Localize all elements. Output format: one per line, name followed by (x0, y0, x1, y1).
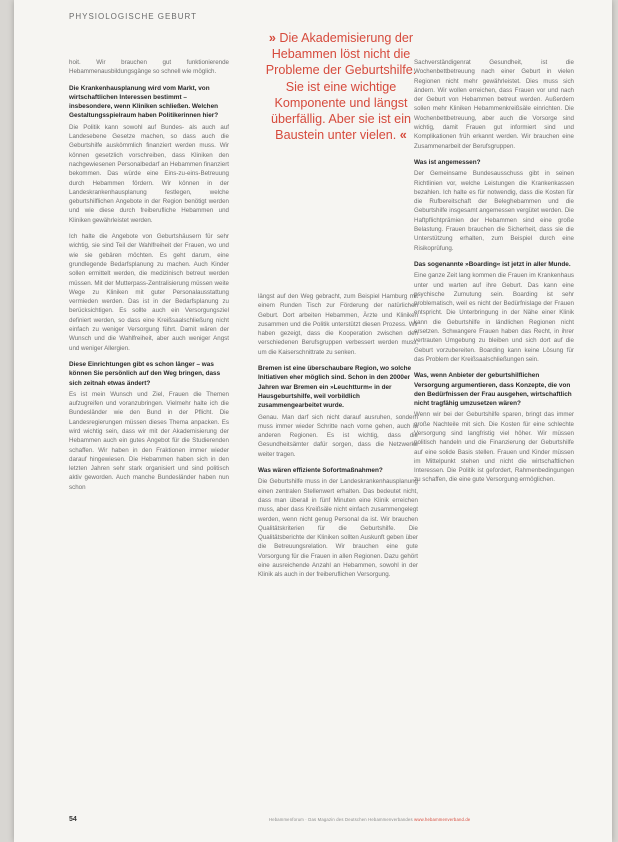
paragraph: Es ist mein Wunsch und Ziel, Frauen die Themen aufzugreifen und voranzubringen. Vielmehr halte ich die Bundesländer wie den Bund in der Pflicht. Die Landesregierungen müssen dieses Thema anpacken. Es wird wichtig sein, dass wir mit der Akademisierung der Hebammen auch ein gutes Angebot für die Studierenden schaffen. Wir haben in den Fraktionen immer wieder darauf hingewiesen. Die Hebammen haben sich in den letzten Jahren sehr stark organisiert und sind politisch aktiv geworden. Auch manche Bundesländer haben nun schon (69, 390, 229, 491)
column-middle (258, 292, 418, 587)
paragraph: hoit. Wir brauchen gut funktionierende Hebammenausbildungsgänge so schnell wie möglich. (69, 59, 229, 76)
interview-question: Das sogenannte »Boarding« ist jetzt in aller Munde. (414, 260, 571, 268)
paragraph: Sachverständigenrat Gesundheit, ist die Wochenbettbetreuung nach einer Geburt in vielen Regionen nicht mehr gewährleistet. Dies muss sich ändern. Wir wollen erreichen, dass Frauen vor und nach der Geburt von Hebammen betreut werden. Außerdem sollen mehr Kliniken Hebammenkreißsäle einrichten. Die Wochenbettbetreuung, aber auch die Vorsorge sind wichtig, damit Frauen gut informiert sind und Komplikationen früh erkannt werden. Wir brauchen eine Zusammenarbeit der Berufsgruppen. (414, 59, 574, 150)
paragraph: Genau. Man darf sich nicht darauf ausruhen, sondern muss immer wieder Schritte nach vorne gehen, auch in anderen Regionen. Es ist wichtig, dass die Gesundheitsämter dafür sorgen, dass die Netzwerke weiter tragen. (258, 413, 418, 458)
page-number: 54 (69, 816, 77, 823)
interview-question: Was, wenn Anbieter der geburtshilflichen Versorgung argumentieren, dass Konzepte, die von den Bedürfnissen der Frau ausgehen, wirtschaftlich nicht tragfähig umzusetzen wären? (414, 372, 572, 408)
pull-quote-text: Die Akademisierung der Hebammen löst nicht die Probleme der Geburtshilfe. Sie ist eine wichtige Komponente und längst überfällig. Aber sie ist ein Baustein unter vielen. (265, 31, 417, 143)
interview-question: Die Krankenhausplanung wird vom Markt, von wirtschaftlichen Interessen bestimmt – insbesondere, wenn Kliniken schließen. Welchen Gestaltungsspielraum haben Politikerinnen hier? (69, 84, 219, 120)
column-left (69, 58, 229, 499)
close-quote-mark: « (399, 128, 407, 143)
open-quote-mark: » (268, 31, 276, 45)
paragraph: Wenn wir bei der Geburtshilfe sparen, bringt das immer große Nachteile mit sich. Die Kosten für eine schlechte Versorgung sind langfristig viel höher. Wir müssen politisch handeln und die Finanzierung der Geburtshilfe auf eine solide Basis stellen. Frauen und Kinder müssen im Mittelpunkt stehen und nicht die wirtschaftlichen Interessen. Die Politik ist gefordert, Rahmenbedingungen zu schaffen, die eine gute Versorgung ermöglichen. (414, 411, 574, 484)
paragraph: längst auf den Weg gebracht, zum Beispiel Hamburg mit einem Runden Tisch zur Förderung der natürlichen Geburt. Dort arbeiten Hebammen, Ärzte und Kliniken zusammen und die Politik unterstützt diesen Prozess. Wir haben gezeigt, dass die Kooperation zwischen den verschiedenen Berufsgruppen verbessert werden muss, um die Kaiserschnittrate zu senken. (258, 293, 418, 356)
paragraph: Ich halte die Angebote von Geburtshäusern für sehr wichtig, sie sind Teil der Wahlfreiheit der Frauen, wo und wie sie gebären möchten. Es geht darum, eine grundlegende Bedarfsplanung zu machen. Auch Kinder sollen ermittelt werden, die medizinisch betreut werden müssen. Mit der Mutterpass-Zentralisierung müssen weite Wege zu Kliniken mit guter Personalausstattung vermieden werden. Das ist in der Bedarfsplanung zu berücksichtigen. Es sollte auch ein Versorgungsziel definiert werden, so dass eine Kreißsaalschließung nicht einfach zu weniger Versorgung führt. Damit wären der Wunsch und die Wahlfreiheit, aber auch weniger Angst und weniger Allergien. (69, 233, 229, 352)
footer-credit (269, 817, 470, 822)
interview-question: Bremen ist eine überschaubare Region, wo solche Initiativen eher möglich sind. Schon in den 2000er Jahren war Bremen ein »Leuchtturm« in der Hausgeburtshilfe, weil vorbildlich zusammengearbeitet wurde. (258, 365, 412, 410)
pull-quote (262, 30, 420, 143)
column-right (414, 58, 574, 492)
magazine-page (14, 0, 612, 842)
interview-question: Diese Einrichtungen gibt es schon länger – was können Sie persönlich auf den Weg bringen, dass sich zeitnah etwas ändert? (69, 360, 221, 387)
footer-url: www.hebammenverband.de (414, 817, 471, 822)
section-header: PHYSIOLOGISCHE GEBURT (69, 12, 197, 21)
footer-publication: Hebammenforum · Das Magazin des Deutschen Hebammenverbandes (269, 817, 413, 822)
interview-question: Was ist angemessen? (414, 158, 481, 166)
paragraph: Die Politik kann sowohl auf Bundes- als auch auf Landesebene Gesetze machen, so dass auch die Geburtshilfe auskömmlich finanziert werden muss. Wir können gesetzlich vorschreiben, dass Kliniken den nachgewiesenen Personalbedarf an Hebammen finanziert bekommen. Das würde eine Eins-zu-eins-Betreuung durch Hebammen fördern. Wir können in der Landeskrankenhausplanung festlegen, welche geburtshilflichen Angebote in der Region benötigt werden und wie diese durch freiberufliche Hebammen und Kliniken gewährleistet werden. (69, 123, 229, 224)
paragraph: Die Geburtshilfe muss in der Landeskrankenhausplanung einen zentralen Stellenwert erhalten. Das bedeutet nicht, dass man überall in fünf Minuten eine Klinik erreichen muss, aber dass Kreißsäle nicht einfach zusammengelegt werden, wenn nicht genug Personal da ist. Wir brauchen Qualitätskriterien für die Geburtshilfe. Die Qualitätsberichte der Kliniken sollten Auskunft geben über die Betreuungsrelation. Wir brauchen eine gute Vorsorgung für die Frauen in allen Regionen. Dazu gehört eine ausreichende Anzahl an Hebammen, sowohl in der Klinik als auch in der freiberuflichen Versorgung. (258, 478, 418, 579)
paragraph: Eine ganze Zeit lang kommen die Frauen im Krankenhaus unter und warten auf ihre Geburt. Das kann eine psychische Zumutung sein. Boarding ist sehr problematisch, weil es nicht der Bedürfnislage der Frauen entspricht. Die Unterbringung in der Nähe einer Klinik kann die Geburtshilfe in ländlichen Regionen nicht ersetzen. Schwangere Frauen haben das Recht, in ihrer vertrauten Umgebung zu bleiben und sich dort auf die Geburt vorzubereiten. Boarding kann keine Lösung für das Problem der Kreißsaalschließungen sein. (414, 272, 574, 363)
interview-question: Was wären effiziente Sofortmaßnahmen? (258, 467, 383, 475)
paragraph: Der Gemeinsame Bundesausschuss gibt in seinen Richtlinien vor, welche Leistungen die Krankenkassen bezahlen. Ich halte es für notwendig, dass die Kosten für die Rufbereitschaft der Beleghebammen und die Geburtshilfe insgesamt angemessen vergütet werden. Die Haftpflichtprämien der Hebammen sind eine große Belastung. Frauen brauchen die Sicherheit, dass sie die Unterstützung erhalten, zum Beispiel durch eine Risikoprüfung. (414, 170, 574, 252)
